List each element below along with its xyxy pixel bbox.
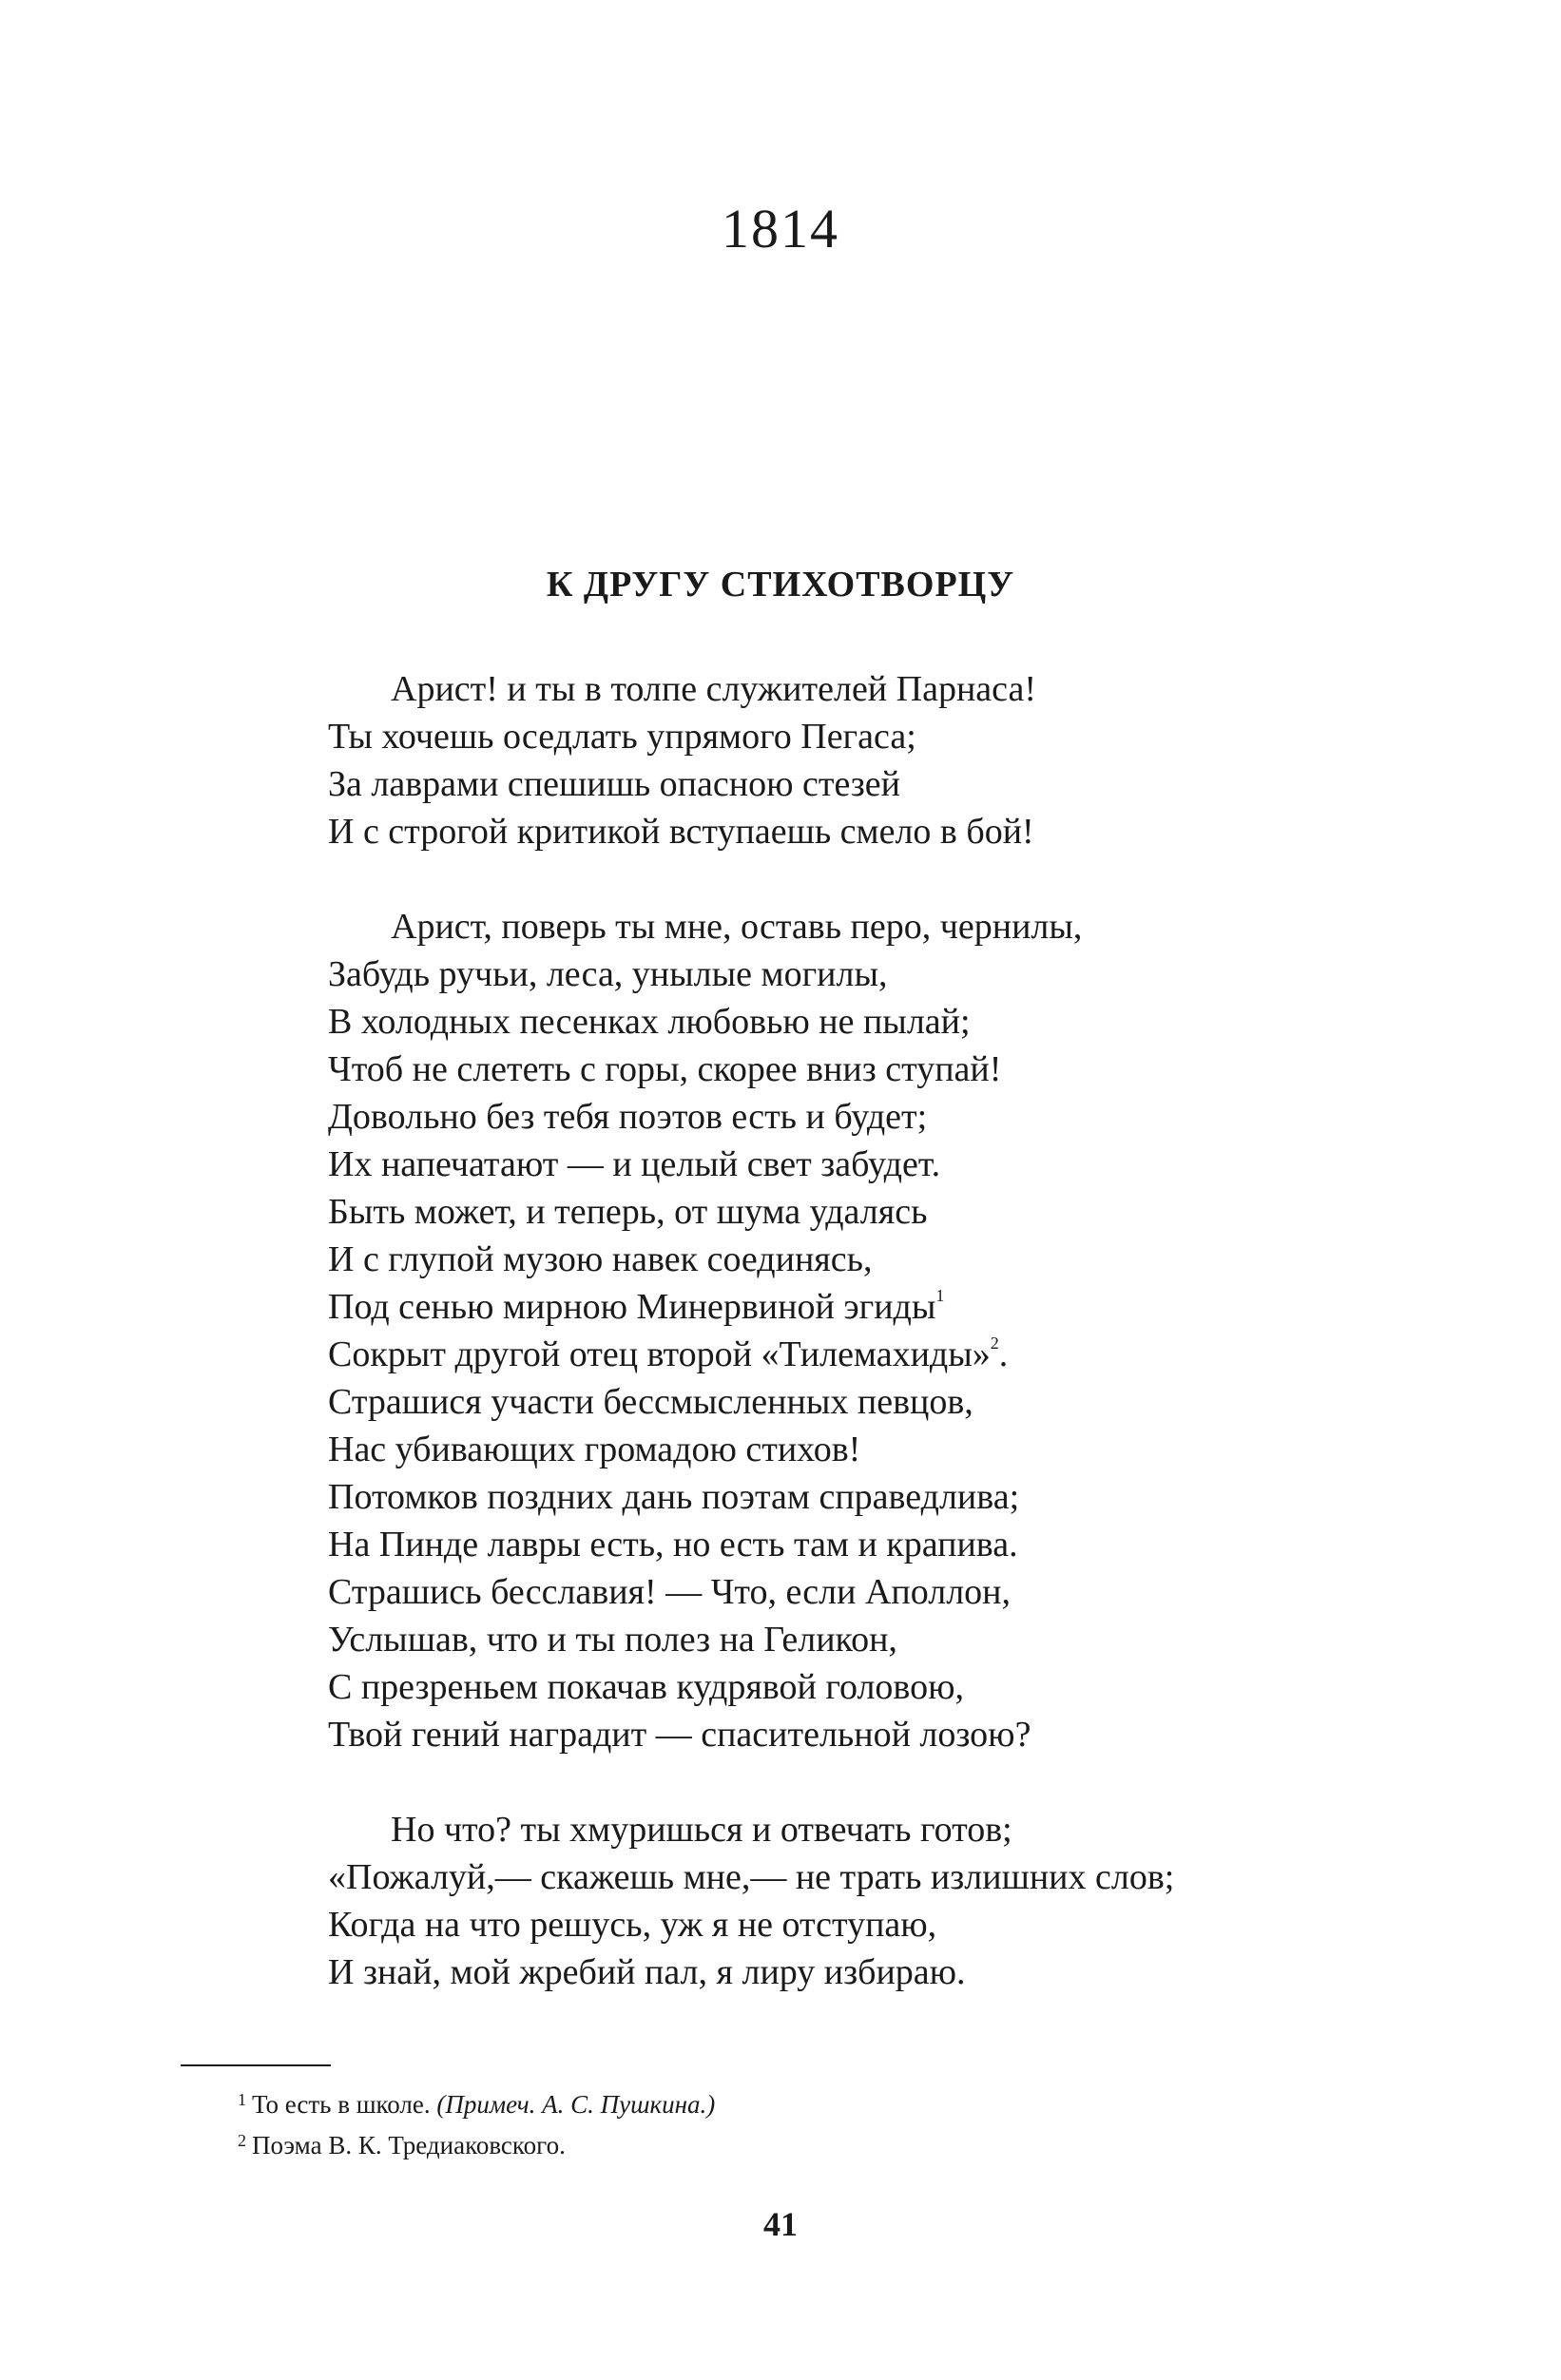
poem-line: В холодных песенках любовью не пылай; <box>328 1002 971 1042</box>
section-year-heading: 1814 <box>722 198 839 259</box>
footnote-number: 2 <box>238 2131 246 2150</box>
poem-line: Потомков поздних дань поэтам справедлива; <box>328 1477 1020 1517</box>
footnote-mark-2: 2 <box>990 1334 999 1353</box>
poem-line: Забудь ручьи, леса, унылые могилы, <box>328 954 888 994</box>
footnote-text: Поэма В. К. Тредиаковского. <box>252 2131 566 2159</box>
poem-line-with-footnote <box>328 1331 1469 1378</box>
poem-line: Арист, поверь ты мне, оставь перо, чернилы, <box>391 907 1083 947</box>
footnote-number: 1 <box>238 2090 246 2109</box>
poem-line: И с строгой критикой вступаешь смело в бой! <box>328 812 1034 852</box>
poem-line: Твой гений наградит — спасительной лозою? <box>328 1715 1031 1755</box>
poem-line: «Пожалуй,— скажешь мне,— не трать излишних слов; <box>328 1857 1175 1897</box>
poem-line: За лаврами спешишь опасною стезей <box>328 764 900 804</box>
poem-title: К ДРУГУ СТИХОТВОРЦУ <box>546 565 1015 605</box>
poem-line: Нас убивающих громадою стихов! <box>328 1430 861 1469</box>
stanza-3 <box>328 1806 1469 1996</box>
footnote-italic-note: (Примеч. А. С. Пушкина.) <box>436 2090 716 2119</box>
poem-line: Когда на что решусь, уж я не отступаю, <box>328 1905 937 1945</box>
poem-line: И с глупой музою навек соединясь, <box>328 1239 873 1279</box>
poem-line: Но что? ты хмуришься и отвечать готов; <box>391 1810 1012 1850</box>
poem-line-text: Сокрыт другой отец второй «Тилемахиды» <box>328 1334 991 1374</box>
poem-line-with-footnote <box>328 1283 1469 1331</box>
footnote-text: То есть в школе. <box>252 2090 437 2119</box>
stanza-2 <box>328 903 1469 1758</box>
line-end-period: . <box>998 1334 1009 1374</box>
footnotes <box>238 2082 715 2163</box>
poem-line: Их напечатают — и целый свет забудет. <box>328 1144 941 1184</box>
poem-line: Страшись бесславия! — Что, если Аполлон, <box>328 1572 1012 1612</box>
footnote-1 <box>238 2082 715 2122</box>
poem-line: Услышав, что и ты полез на Геликон, <box>328 1620 897 1660</box>
footnote-divider <box>181 2064 331 2066</box>
poem-body <box>328 665 1469 1996</box>
poem-line: Арист! и ты в толпе служителей Парнаса! <box>391 669 1037 709</box>
footnote-2 <box>238 2122 715 2163</box>
poem-line: Ты хочешь оседлать упрямого Пегаса; <box>328 717 916 757</box>
poem-line: Чтоб не слететь с горы, скорее вниз ступай! <box>328 1049 1002 1089</box>
poem-line: Быть может, и теперь, от шума удалясь <box>328 1192 928 1232</box>
poem-line: С презреньем покачав кудрявой головою, <box>328 1667 964 1707</box>
page-number: 41 <box>763 2205 798 2243</box>
poem-line: Довольно без тебя поэтов есть и будет; <box>328 1097 928 1137</box>
stanza-1 <box>328 665 1469 855</box>
poem-line: И знай, мой жребий пал, я лиру избираю. <box>328 1952 966 1992</box>
footnote-mark-1: 1 <box>935 1286 945 1305</box>
poem-line-text: Под сенью мирною Минервиной эгиды <box>328 1287 936 1327</box>
poem-line: Страшися участи бессмысленных певцов, <box>328 1382 973 1422</box>
poem-line: На Пинде лавры есть, но есть там и крапива. <box>328 1525 1018 1564</box>
